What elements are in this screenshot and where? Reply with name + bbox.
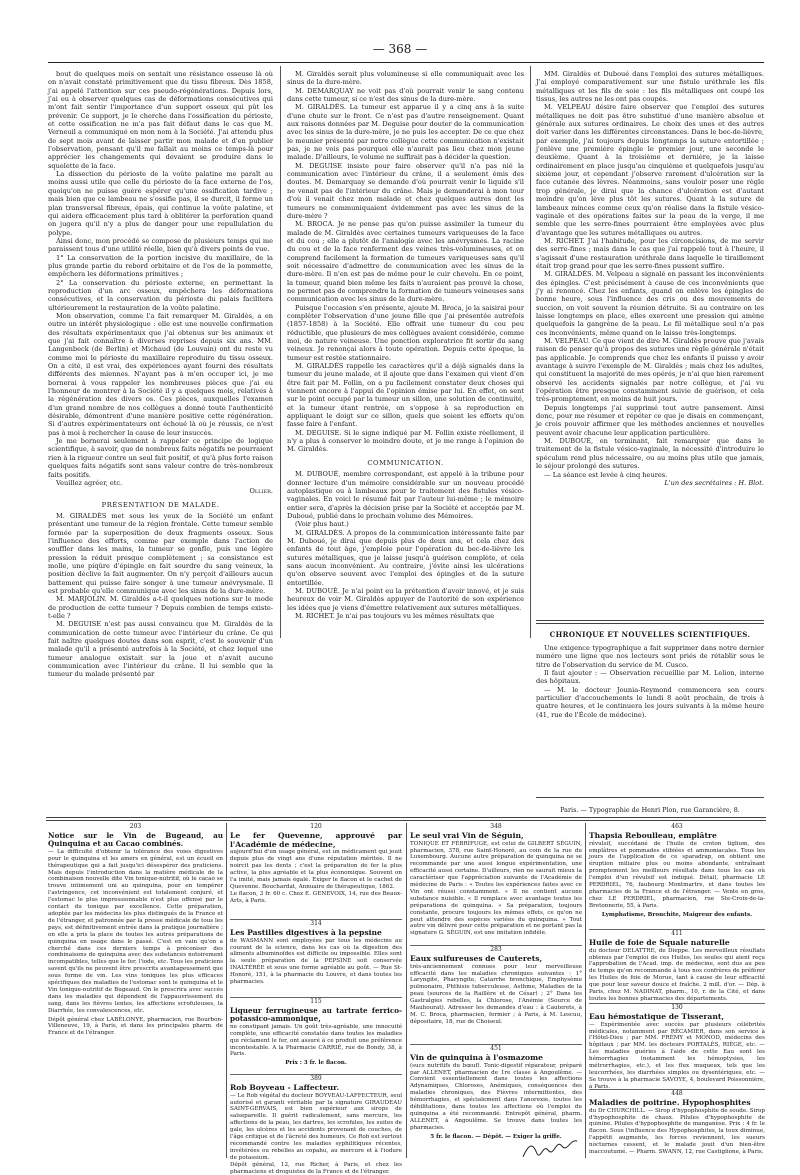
chronique-text xyxy=(536,644,764,794)
chronique-heading: CHRONIQUE ET NOUVELLES SCIENTIFIQUES. xyxy=(549,630,751,639)
ad-headline: Eau hémostatique de Tisserant, xyxy=(589,1012,725,1021)
paragraph: M. DEGUISE. Si le signe indiqué par M. Follin existe réellement, il n'y a plus à conserver le moindre doute, et je me range à l'opinion de M. Giraldès. xyxy=(287,428,524,454)
ad-thapsia xyxy=(589,832,765,928)
ad-text: TONIQUE ET FÉBRIFUGE, est celui de GILBERT SÉGUIN, pharmacien, 378, rue Saint-Honoré, au coin de la rue du Luxembourg. Aucune autre préparation de quinquina ne se recommande par une aussi longue expérimentation, une efficacité aussi certaine. D'ailleurs, rien ne saurait mieux la caractériser que l'appréciation suivante de l'Académie de médecine de Paris : « Toutes les expériences faites avec ce Vin ont réussi constamment. « Il ne contient aucune substance nuisible. « Il remplace avec avantage toutes les préparations de quinquina. « Sa préparation, toujours constante, procure toujours les mêmes effets, ce qu'on ne peut attendre des espèces variées du quinquina. » Tout autre vin délivré pour cette préparation et ne portant pas la signature G. SÉGUIN, est une imitation infidèle. xyxy=(410,840,582,937)
paragraph: bout de quelques mois on sentait une résistance osseuse là où on n'avait constaté primitivement que du tissu fibreux. Dès 1858, j'ai appelé l'attention sur ces pseudo-régénérations. Depuis lors, j'ai eu à observer quelques cas de déformations consécutives qui m'ont fait sentir l'importance d'un support osseux qui pût les prévenir. Ce support, je le cherche dans l'ossification du périoste, et cette ossification ne m'a pas fait défaut dans le cas que M. Verneuil a communiqué en mon nom à la Société. J'ai attendu plus de sept mois avant de laisser partir mon malade et d'en publier l'observation, pensant qu'il me fallait au moins ce temps-là pour apprécier les changements qui devaient se produire dans le squelette de la face. xyxy=(48,70,273,170)
ad-text: de WASMANN sont employées par tous les médecins au courant de la science, dans les cas où la digestion des aliments albuminoïdes est difficile ou impossible. Elles sont la seule préparation de la PEPSINE soit conservée INALTÉRÉE et sous une forme agréable au goût. — Rue St-Honoré, 151, à la pharmacie du Louvre, et dans toutes les pharmacies. xyxy=(230,937,402,986)
ad-divider xyxy=(226,823,227,1158)
ad-text: — Expérimentée avec succès par plusieurs célébrités médicales, notamment par RÉCAMIER, dans son service à l'Hôtel-Dieu ; par MM. FRÉMY et MONOD, médecins des hôpitaux ; par MM. les docteurs PORTALÈS, RIÈGE, etc. — Les maladies guéries à l'aide de cette Eau sont les hémorrhagies (notamment les hémoptysies, les métrorrhagies, etc.), et les flux muqueux, tels que les leucorrhées, les diarrhées simples ou dysentériques, etc. — Se trouve à la pharmacie SAVOYE, 4, boulevard Poissonnière, à Paris. xyxy=(589,1021,765,1090)
ad-huile-squale xyxy=(589,939,765,1003)
ad-price: 5 fr. le flacon. — Dépôt. — Exiger la griffe. xyxy=(430,1133,562,1140)
ad-number: 348 xyxy=(490,823,502,830)
ad-depot: Dépôt général, 12, rue Richer, à Paris, et chez les pharmaciens et droguistes de la France et de l'étranger. xyxy=(230,1161,402,1175)
column-divider xyxy=(530,66,531,638)
ad-number: 130 xyxy=(671,1004,683,1011)
paragraph: (Voir plus haut.) xyxy=(295,520,349,529)
paragraph: M. RICHET. J'ai l'habitude, pour les circoncisions, de me servir des serre-fines ; mais dans le cas que j'ai rappelé tout à l'heure, il s'agissait d'une restauration uréthrale dans laquelle le tiraillement était trop grand pour que les serre-fines pussent suffire. xyxy=(536,236,764,270)
paragraph: M. GIRALDÈS. La tumeur est apparue il y a cinq ans à la suite d'une chute sur le front. Ce n'est pas d'autre renseignement. Quant aux raisons données par M. Deguise pour douter de la communication avec les sinus de la dure-mère, je ne puis les accepter. De ce que chez le meunier présenté par notre collègue cette communication n'existait pas, je ne vois pas pourquoi elle n'aurait pas lieu chez mon jeune malade. D'ailleurs, le volume ne suffirait pas à décider la question. xyxy=(287,103,524,162)
paragraph: M. DUBOUÉ, en terminant, fait remarquer que dans le traitement de la fistule vésico-vaginale, la nécessité d'introduire le spéculum rend plus nécessaire, ou au moins plus utile que jamais, le séjour prolongé des sutures. xyxy=(536,437,764,471)
closing: Veuillez agréer, etc. xyxy=(56,478,123,487)
footer-rule xyxy=(536,797,764,798)
paragraph: M. GIRALDÈS. M. Velpeau a signalé en passant les inconvénients des épingles. C'est précisément à cause de ces inconvénients que j'y ai renoncé. Chez les enfants, quand on enlève les épingles de bonne heure, sous l'influence des cris ou des mouvements de succion, on voit souvent la réunion détruite. Si au contraire on les laisse longtemps en place, elles exercent une pression qui amène quelquefois la gangrène de la peau. Le fil métallique seul n'a pas ces inconvénients, même quand on le laisse très-longtemps. xyxy=(536,270,764,337)
ad-hypophosphites xyxy=(589,1099,765,1159)
ad-headline: Rob Boyveau - Laffecteur. xyxy=(230,1083,340,1092)
ad-headline: Le seul vrai Vin de Séguin, xyxy=(410,831,524,840)
ad-headline: Notice sur le Vin de Bugeaud, au Quinquina et au Cacao combinés. xyxy=(48,831,223,849)
paragraph: Je me bornerai seulement à rappeler ce principe de logique scientifique, à savoir, que de nombreux faits négatifs ne pourraient rien à la rigueur contre un seul fait positif, et qu'à plus forte raison quelques faits négatifs sont sans valeur contre de très-nombreux faits positifs. xyxy=(48,437,273,479)
secretary-signature: L'un des secrétaires : H. Blot. xyxy=(664,478,764,487)
ad-pastilles-pepsine xyxy=(230,929,402,997)
article-column-2 xyxy=(287,70,524,640)
ad-number: 451 xyxy=(490,1045,502,1052)
paragraph: Mon observation, comme l'a fait remarquer M. Giraldès, a en outre un intérêt physiologique : elle est une nouvelle confirmation des résultats expérimentaux que j'ai obtenus sur les animaux et que j'ai fait connaître à diverses reprises depuis six ans. MM. Langenbeck (de Berlin) et Michaud (de Louvain) ont du reste vu comme moi le périoste du maxillaire reproduire du tissu osseux. On a cité, il est vrai, des expériences ayant fourni des résultats différents des miennes. N'ayant pas à m'en occuper ici, je me bornerai à vous rappeler les nombreuses pièces que j'ai eu l'honneur de montrer à la Société il y a quelques mois, relatives à la régénération des divers os. Ces pièces, auxquelles l'examen d'un grand nombre de nos collègues a donné toute l'authenticité désirable, démontrent d'une manière positive cette régénération. Si d'autres expérimentateurs ont échoué là où je réussis, ce n'est pas à moi à rechercher la cause de leur insuccès. xyxy=(48,311,273,437)
paragraph: M. DUBOUÉ, membre correspondant, est appelé à la tribune pour donner lecture d'un mémoire considérable sur un nouveau procédé autoplastique ou à lambeaux pour le traitement des fistules vésico-vaginales. En voici le résumé fait par l'auteur lui-même ; le mémoire entier sera, d'après la décision prise par la Société et acceptée par M. Duboué, publié dans le prochain volume des Mémoires. xyxy=(287,470,524,520)
ad-number: 448 xyxy=(671,1090,683,1097)
ad-divider xyxy=(585,823,586,1158)
paragraph: M. DEGUISE n'est pas aussi convaincu que M. Giraldès de la communication de cette tumeur avec l'intérieur du crâne. Ce qui fait naître quelques doutes dans son esprit, c'est le souvenir d'un malade qu'il a présenté autrefois à la Société, et chez lequel une tumeur analogue existait sur la joue et n'avait aucune communication avec l'intérieur du crâne. Il lui semble que la tumeur du malade présenté par xyxy=(48,620,273,679)
ad-separator xyxy=(230,997,402,998)
paragraph: 1° La conservation de la portion incisive du maxillaire, de la plus grande partie du rebord orbitaire et de l'os de la pommette, empêchera les déformations primitives ; xyxy=(48,253,273,279)
article-column-1 xyxy=(48,70,273,679)
page-number: — 368 — xyxy=(372,42,428,56)
ad-headline: Maladies de poitrine. Hypophosphites xyxy=(589,1098,751,1107)
section-heading: COMMUNICATION. xyxy=(367,458,444,467)
ad-number: 314 xyxy=(310,920,322,927)
ad-price: Le flacon, 3 fr. 60 c. Chez E. GENEVOIX, 14, rue des Beaux-Arts, à Paris. xyxy=(230,890,402,904)
ad-eaux-cauterets xyxy=(410,955,582,1043)
ad-number: 115 xyxy=(310,998,322,1005)
ad-separator xyxy=(410,1044,582,1045)
ad-number: 283 xyxy=(490,946,502,953)
paragraph: M. DEMARQUAY ne voit pas d'où pourrait venir le sang contenu dans cette tumeur, si ce n'est des sinus de la dure-mère. xyxy=(287,86,524,104)
ad-separator xyxy=(410,945,582,946)
ad-text: très-anciennement connues pour leur merveilleuse efficacité dans les maladies chroniques suivantes : 1° Laryngite, Pharyngite, Catarrhe bronchique, Emphysème pulmonaire, Phthisie tuberculeuse, Asthme, Maladies de la peau (sources de la Raillère et de César) ; 2° Dans les Gastralgies rebelles, la Chlorose, l'Anémie (Source de Mauhourat). Adresser les demandes d'eau : à Cauterets, à M. C. Broca, pharmacien, fermier ; à Paris, à M. Lescuu, dépositaire, 18, rue de Choiseul. xyxy=(410,963,582,1025)
paragraph: M. MARJOLIN. M. Giraldès a-t-il quelques notions sur le mode de production de cette tumeur ? Depuis combien de temps existe-t-elle ? xyxy=(48,595,273,620)
ad-headline: Huile de foie de Squale naturelle xyxy=(589,938,730,947)
ads-top-rule xyxy=(46,820,766,821)
paragraph: M. VELPEAU. Ce que vient de dire M. Giraldès prouve que j'avais raison de penser qu'à propos des sutures une règle générale n'était pas applicable. Je comprends que chez les enfants il puisse y avoir avantage à suivre l'exemple de M. Giraldès ; mais chez les adultes, qui constituent la majorité de mes opérés, je n'ai que bien rarement observé les accidents signalés par notre collègue, et j'ai vu l'opération être presque constamment suivie de guérison, et cela très-promptement, en moins de huit jours. xyxy=(536,337,764,404)
section-rule xyxy=(536,620,764,621)
ad-headline: Thapsia Reboulleau, emplâtre xyxy=(589,831,717,840)
paragraph: — M. le docteur Jounia-Reymond commencera son cours particulier d'accouchements le lundi 8 août prochain, de trois à quatre heures, et le continuera les jours suivants à la même heure (41, rue de l'École de médecine). xyxy=(536,685,764,719)
paragraph: M. VELPEAU désire faire observer que l'emploi des sutures métalliques ne doit pas être substitué d'une manière absolue et générale aux sutures ordinaires. Le choix des unes et des autres doit varier dans les différentes circonstances. Dans le bec-de-lièvre, par exemple, j'ai toujours depuis longtemps la suture entortillée ; j'enlève une première épingle le premier jour, une seconde le deuxième. Quant à la troisième et dernière, je la laisse ordinairement en place jusqu'au cinquième et quelquefois jusqu'au sixième jour, et cependant j'observe rarement d'ulcération sur la face cutanée des lèvres. Néanmoins, sans vouloir poser une règle trop générale, je dirai que la chance d'ulcération est d'autant moindre qu'on lève plus tôt les sutures. Quant à la suture de lambeaux minces comme ceux qu'on réalise dans la fistule vésico-vaginale et des opérations faites sur la peau de la verge, il me semble que les serre-fines pourraient être employées avec plus d'avantage que les sutures métalliques ou autres. xyxy=(536,103,764,237)
ad-price: Prix : 3 fr. le flacon. xyxy=(285,1060,347,1067)
column-divider xyxy=(280,66,281,638)
signature: Ollier. xyxy=(249,487,273,496)
ad-text: du Dr CHURCHILL. — Sirop d'hypophosphite de soude. Sirop d'hypophosphite de chaux. Pilules d'hypophosphite de quinine. Pilules d'hypophosphite de manganèse. Prix : 4 fr. le flacon. Sous l'influence des Hypophosphites, la toux diminue, l'appétit augmente, les forces reviennent, les sueurs nocturnes cessent, et le malade jouit d'un bien-être inaccoutumé. — Pharm. SWANN, 12, rue Castiglione, à Paris. xyxy=(589,1107,765,1156)
ad-liqueur-ferrugineuse xyxy=(230,1007,402,1073)
ad-divider xyxy=(406,823,407,1158)
paragraph: M. GIRALDÈS met sous les yeux de la Société un enfant présentant une tumeur de la région frontale. Cette tumeur semble formée par la superposition de deux fragments osseux. Sous l'influence des efforts, comme par exemple dans l'action de souffler dans les mains, la tumeur se gonfle, puis une légère pression la réduit presque complètement ; sa consistance est molle, une piqûre d'épingle en fait sourdre du sang veineux, la position déclive la fait augmenter. On n'y perçoit d'ailleurs aucun battement qui puisse faire songer à une tumeur anévrysmale. Il est probable qu'elle communique avec les sinus de la dure-mère. xyxy=(48,511,273,595)
paragraph: — La séance est levée à cinq heures. xyxy=(544,470,668,479)
ad-text: — Le Rob végétal du docteur BOYVEAU-LAFFECTEUR, seul autorisé et garanti véritable par la signature GIRAUDEAU SAINT-GERVAIS, est bien supérieur aux sirops de salsepareille. Il guérit radicalement, sans mercure, les affections de la peau, les dartres, les scrofules, les suites de gale, les ulcères et les accidents provenant de couches, de l'âge critique et de l'âcreté des humeurs. Ce Rob est surtout recommandé contre les maladies syphilitiques récentes, invétérées ou rebelles au copahu, au mercure et à l'iodure de potassium. xyxy=(230,1092,402,1161)
ad-fer-quevenne xyxy=(230,832,402,918)
ad-headline: Le fer Quevenne, approuvé par l'Académie de médecine, xyxy=(230,831,402,849)
ad-depot: Dépôt général chez LABÉLONYE, pharmacien, rue Bourbon-Villeneuve, 19, à Paris, et dans les principales pharm. de France et de l'étranger. xyxy=(48,1016,223,1037)
ads-top-rule xyxy=(46,817,766,818)
ad-headline: Vin de quinquina à l'osmazome xyxy=(410,1053,543,1062)
ad-vin-bugeaud xyxy=(48,832,223,1157)
ad-number: 389 xyxy=(310,1075,322,1082)
ad-rob-boyveau xyxy=(230,1083,402,1175)
ad-separator xyxy=(589,1003,765,1004)
paragraph: Puisque l'occasion s'en présente, ajoute M. Broca, je la saisirai pour compléter l'observation d'une jeune fille que j'ai présentée autrefois (1857-1858) à la Société. Elle offrait une tumeur du cou peu réductible, que plusieurs de mes collègues avaient considérée, comme moi, de nature veineuse. Une ponction exploratrice fit sortir du sang veineux. Je renonçai alors à toute opération. Depuis cette époque, la tumeur est restée stationnaire. xyxy=(287,303,524,362)
ad-separator xyxy=(230,1074,402,1075)
ad-headline: Les Pastilles digestives à la pepsine xyxy=(230,928,382,937)
paragraph: M. DUBOUÉ. Je n'ai point eu la prétention d'avoir innové, et je suis heureux de voir M. Giraldès appuyer de l'autorité de son expérience les idées que je viens d'émettre relativement aux sutures métalliques. xyxy=(287,586,524,612)
ad-number: 203 xyxy=(129,823,142,830)
ad-separator xyxy=(230,919,402,920)
ad-vin-seguin xyxy=(410,832,582,944)
ad-text: (sucs nutritifs du bœuf). Tonic-digestif réparateur, préparé par ALLENET, pharmacien de 1re classe à Angoulême. — Convient essentiellement dans toutes les affections Adynamiques, Chloroses, Anémiques, conséquences des maladies chroniques, des Fièvres intermittentes, des hémorrhagies, et spécialement dans l'anorexie, toutes les débilitations, dans toutes les affections où l'emploi du quinquina a été recommandé. Entrepôt général, pharm. ALLENET, à Angoulême. Se trouve dans toutes les pharmacies. xyxy=(410,1062,582,1131)
paragraph: Depuis longtemps j'ai supprimé tout autre pansement. Ainsi donc, pour me résumer et répéter ce que je disais en commençant, je crois pouvoir affirmer que les méthodes anciennes et nouvelles peuvent avoir chacune leur application particulière. xyxy=(536,403,764,437)
ad-number: 463 xyxy=(671,823,683,830)
paragraph: 2° La conservation du périoste externe, en permettant la reproduction d'un arc osseux, empêchera les déformations consécutives, et la conservation du périoste du palais facilitera ultérieurement la restauration de la voûte palatine. xyxy=(48,278,273,312)
ad-number: 411 xyxy=(671,930,683,937)
ad-text: aujourd'hui d'un usage général, est un médicament qui jouit depuis plus de vingt ans d'une réputation méritée. Il ne noircit pas les dents ; c'est la préparation de fer la plus active, la plus agréable et la plus économique. Souvent on l'a imité, mais jamais égalé. Exiger le flacon et le cachet de Quevenne. Bouchardat, Annuaire de thérapeutique, 1862. xyxy=(230,849,402,890)
ad-headline: Liqueur ferrugineuse au tartrate ferrico-potassico-ammonique, xyxy=(230,1006,402,1024)
paragraph: M. GIRALDÈS. A propos de la communication intéressante faite par M. Duboué, je dirai que depuis plus de deux ans, et cela chez des enfants de tout âge, j'emploie pour l'opération du bec-de-lièvre les sutures métalliques, que je laisse jusqu'à guérison complète, et cela sans aucun inconvénient. Au contraire, j'évite ainsi les ulcérations qu'on observe souvent avec l'emploi des épingles et de la suture entortillée. xyxy=(287,528,524,587)
ad-eau-tisserant xyxy=(589,1013,765,1089)
paragraph: La dissection du périoste de la voûte palatine me paraît au moins aussi utile que celle du périoste de la face externe de l'os, quoiqu'on ne puisse guère espérer qu'une ossification tardive ; mais bien que ce lambeau ne s'ossifie pas, il se durcit, il forme un plan transversal fibreux, épais, qui continue la voûte palatine, et qui aidera efficacement plus tard à oblitérer la perforation quand on jugera qu'il n'y a plus de danger pour une repullulation du polype. xyxy=(48,170,273,237)
paragraph: Une exigence typographique a fait supprimer dans notre dernier numéro une ligne que nos lecteurs sont priés de rétablir sous le titre de l'observation du service de M. Cusco. xyxy=(536,644,764,669)
ad-text: — La difficulté d'obtenir la tolérance des voies digestives pour le quinquina et les amers en général, est un écueil en thérapeutique qui a fait jusqu'ici désespérer des praticiens. Mais depuis l'introduction dans la matière médicale de la combinaison nouvelle dite Vin tonique-nutritif, où le cacao se trouve intimement uni au quinquina, pour en tempérer l'astringence, cet inconvénient est totalement conjuré, et l'estomac le plus impressionnable n'est plus offensé par le contact du tonique par excellence. Cette préparation, adoptée par les médecins les plus distingués de la France et de l'étranger, et patronnée par la presse médicale de tous les pays, est définitivement entrée dans la pratique journalière ; on elle a pris la place de toutes les autres préparations de quinquina en usage dans le passé. C'est en vain qu'on a cherché dans ces derniers temps à préconiser des combinaisons de quinquina avec des substances notoirement incompatibles, telles que le fer, l'iode, etc. Tous les praticiens savent qu'ils ne peuvent être prescrits avantageusement que sous forme de vin. Les vins toniques les plus efficaces spécifiques des maladies de l'estomac sont le quinquina et le Vin tonique-nutritif de Bugeaud. On le prescrira avec succès dans les maladies qui dépendent de l'appauvrissement du sang, dans les fièvres lentes, les affections scrofuleuses, la Diarrhée, les convalescences, etc. xyxy=(48,848,223,1014)
ad-headline: Eaux sulfureuses de Cauterets, xyxy=(410,954,543,963)
paragraph: Il faut ajouter : — Observation recueillie par M. Lelion, interne des hôpitaux. xyxy=(536,669,764,686)
header-rule xyxy=(48,62,764,63)
ad-text: du docteur DELATTRE, de Dieppe. Les merveilleux résultats obtenus par l'emploi de ces Huiles, les seules qui aient reçu l'approbation de l'Acad. imp. de médecine, sont dus au peu de temps qu'on recommande à tous nos confrères de préférer les Huiles de foie de Morue, tant à cause de leur efficacité que pour leur saveur douce et fraîche. 2 mill. d'or. — Dép. à Paris, chez M. NADINAT, pharm., 10, r. de la Cité, et dans toutes les bonnes pharmacies des départements. xyxy=(589,947,765,1002)
paragraph: MM. Giraldès et Duboué dans l'emploi des sutures métalliques. J'ai employé comparativement sur une fistule uréthrale les fils métalliques et les fils de soie : les fils métalliques ont coupé les tissus, les autres ne les ont pas coupés. xyxy=(536,70,764,104)
ad-text: ne constipant jamais. Un goût très-agréable, une innocuité complète, une efficacité constatée dans toutes les maladies qui réclament le fer, ont assuré à ce produit une préférence incontestable. A la Pharmacie CARRIÉ, rue de Bondy, 38, à Paris. xyxy=(230,1023,402,1058)
paragraph: M. BROCA. Je ne pense pas qu'on puisse assimiler la tumeur du malade de M. Giraldès avec certaines tumeurs variqueuses de la face et du cou ; elle a plutôt de l'analogie avec les anévrysmes. La racine du cou et de la face renferment des veines très-volumineuses, et on comprend facilement la formation de tumeurs variqueuses sans qu'il soit nécessaire d'admettre de communication avec les sinus de la dure-mère. Il n'en est pas de même pour le cuir chevelu. En ce point, la tumeur, quand bien même les faits n'auraient pas prouvé la chose, ne permet pas de comprendre la formation de tumeurs veineuses sans communication avec les sinus de la dure-mère. xyxy=(287,220,524,304)
paragraph: M. RICHET. Je n'ai pas toujours vu les mêmes résultats que xyxy=(295,612,495,620)
paragraph: M. DEGUISE insiste pour faire observer qu'il n'a pas nié la communication avec l'intérieur du crâne, il a seulement émis des doutes. M. Demarquay se demande d'où pourrait venir le liquide s'il ne venait pas de l'intérieur du crâne. Mais je demanderai à mon tour d'où il venait chez mon malade et chez quelques autres dont les tumeurs ne communiquaient évidemment pas avec les sinus de la dure-mère ? xyxy=(287,161,524,220)
article-column-3 xyxy=(536,70,764,618)
ad-separator xyxy=(589,1089,765,1090)
section-rule xyxy=(536,623,764,624)
ad-separator xyxy=(589,929,765,930)
paragraph: M. Giraldès serait plus volumineuse si elle communiquait avec les sinus de la dure-mère. xyxy=(287,70,524,87)
paragraph: Ainsi donc, mon procédé se compose de plusieurs temps qui me paraissent tous d'une utilité réelle, bien qu'à divers points de vue. xyxy=(48,236,273,254)
paragraph: M. GIRALDÈS rappelle les caractères qu'il a déjà signalés dans la tumeur du jeune malade, et il ajoute que dans l'examen qui vient d'en être fait par M. Follin, on a pu facilement constater deux choses qui viennent encore à l'appui de l'opinion émise par lui. En effet, on sent sur le point occupé par la tumeur un sillon, une solution de continuité, et la tumeur étant rentrée, on s'oppose à sa reproduction en appliquant le doigt sur ce sillon, quels que soient les efforts qu'on fasse faire à l'enfant. xyxy=(287,362,524,429)
section-heading: PRÉSENTATION DE MALADE. xyxy=(101,500,220,509)
ad-subheading: Lymphatisme, Bronchite, Maigreur des enfants. xyxy=(601,911,753,918)
ad-number: 120 xyxy=(310,823,322,830)
ad-text: révulsif, succédané de l'huile de croton tiglium, des emplâtres et pommades stibiées et ammoniacales. Tous les jours de l'application de ce sparadrap, on obtient une éruption miliaire plus ou moins abondante, entraînant promptement les meilleurs résultats dans tous les cas où l'emploi d'un révulsif est indiqué. Détail, pharmacie LE PERDRIEL, 76, faubourg Montmartre, et dans toutes les pharmacies de la France et de l'étranger. — Vente en gros, chez LE PERDRIEL, pharmacien, rue Ste-Croix-de-la-Bretonnerie, 55, à Paris. xyxy=(589,840,765,909)
printer-line: Paris. — Typographie de Henri Plon, rue Garancière, 8. xyxy=(560,806,740,814)
